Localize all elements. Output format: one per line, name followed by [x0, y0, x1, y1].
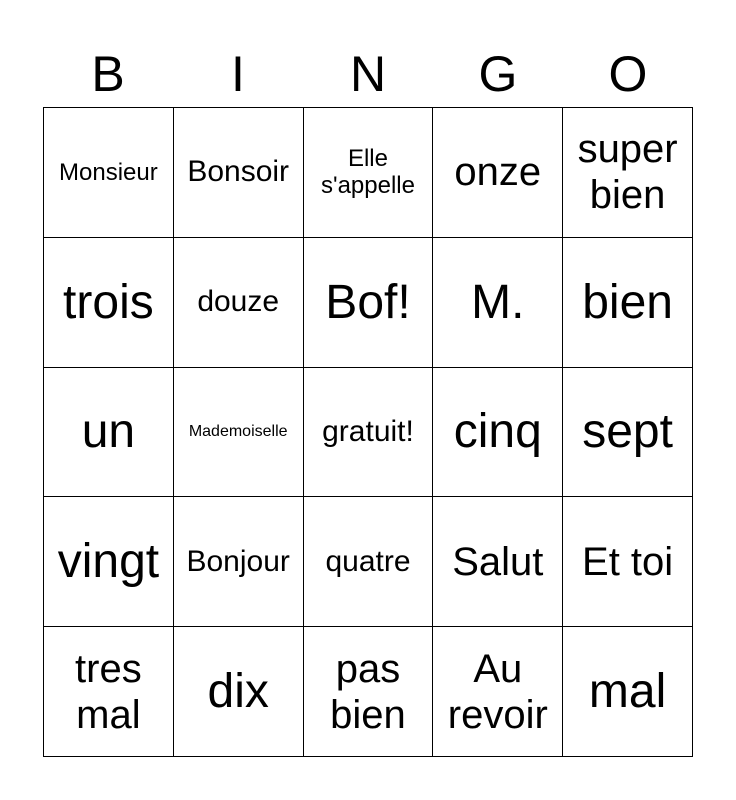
bingo-cell[interactable]: Bonjour: [174, 497, 304, 627]
bingo-board: [43, 107, 693, 757]
bingo-cell[interactable]: quatre: [304, 497, 434, 627]
bingo-cell[interactable]: pas bien: [304, 627, 434, 757]
bingo-cell[interactable]: M.: [433, 238, 563, 368]
bingo-cell[interactable]: tres mal: [44, 627, 174, 757]
bingo-cell[interactable]: Et toi: [563, 497, 693, 627]
bingo-cell[interactable]: mal: [563, 627, 693, 757]
bingo-cell[interactable]: vingt: [44, 497, 174, 627]
bingo-cell[interactable]: Elle s'appelle: [304, 108, 434, 238]
bingo-cell[interactable]: un: [44, 368, 174, 498]
bingo-header: [43, 40, 693, 108]
bingo-cell[interactable]: sept: [563, 368, 693, 498]
bingo-cell[interactable]: super bien: [563, 108, 693, 238]
header-letter-n: N: [349, 46, 387, 102]
bingo-cell[interactable]: onze: [433, 108, 563, 238]
header-letter-i: I: [231, 46, 245, 102]
bingo-cell[interactable]: Au revoir: [433, 627, 563, 757]
bingo-cell[interactable]: Bof!: [304, 238, 434, 368]
header-letter-o: O: [608, 46, 648, 102]
bingo-cell[interactable]: Monsieur: [44, 108, 174, 238]
bingo-cell[interactable]: Mademoiselle: [174, 368, 304, 498]
bingo-cell[interactable]: bien: [563, 238, 693, 368]
bingo-cell[interactable]: dix: [174, 627, 304, 757]
header-letter-b: B: [91, 46, 125, 102]
bingo-cell[interactable]: Salut: [433, 497, 563, 627]
header-letter-g: G: [478, 46, 518, 102]
bingo-cell[interactable]: douze: [174, 238, 304, 368]
bingo-cell[interactable]: gratuit!: [304, 368, 434, 498]
bingo-cell[interactable]: trois: [44, 238, 174, 368]
bingo-cell[interactable]: Bonsoir: [174, 108, 304, 238]
bingo-cell[interactable]: cinq: [433, 368, 563, 498]
